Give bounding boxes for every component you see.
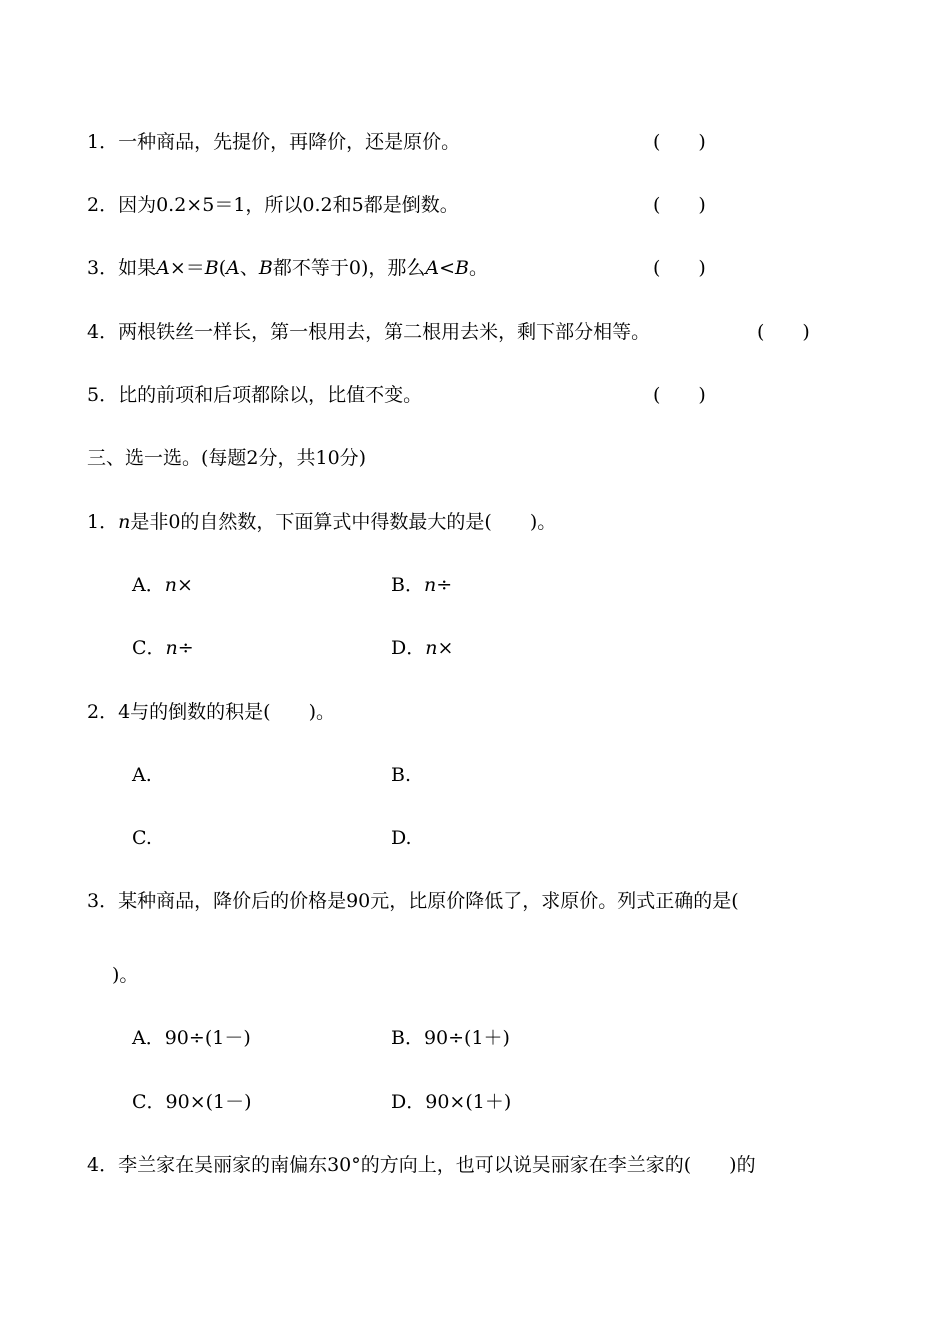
var-a: A [226,257,240,279]
var-n: n [164,574,177,596]
judge-item-3-text: < [439,257,456,279]
choice-question-3-cont: )。 [112,964,139,986]
q1-option-d[interactable] [391,635,453,661]
q3-option-d[interactable]: D．90×(1＋) [391,1091,512,1113]
judge-item-4-answer[interactable]: ( ) [757,321,810,343]
judge-item-3-text: 3．如果 [87,257,157,279]
var-a: A [425,257,440,279]
judge-item-3-text: ×＝ [169,257,205,279]
judge-item-5 [87,382,422,408]
judge-item-1 [87,129,460,155]
q2-option-b[interactable]: B. [391,764,412,786]
choice-question-4: 4．李兰家在吴丽家的南偏东30°的方向上，也可以说吴丽家在李兰家的( )的 [87,1154,756,1176]
var-n: n [425,637,438,659]
judge-item-3-text: 、 [239,257,259,279]
option-label: D． [391,637,426,659]
choice-question-3: 3．某种商品，降价后的价格是90元，比原价降低了，求原价。列式正确的是( [87,890,739,912]
q1-option-b[interactable] [391,572,452,598]
judge-item-1-text: 1．一种商品，先提价，再降价，还是原价。 [87,131,461,153]
option-operator: × [437,637,454,659]
var-n: n [165,637,178,659]
judge-item-4 [87,319,650,345]
q3-option-a[interactable]: A．90÷(1－) [132,1027,251,1049]
choice-question-2: 2．4与的倒数的积是( )。 [87,701,336,723]
var-b: B [258,257,273,279]
option-operator: × [176,574,193,596]
question-text: 1． [87,511,119,533]
judge-item-5-answer[interactable]: ( ) [653,384,706,406]
var-a: A [156,257,170,279]
var-b: B [204,257,219,279]
q2-option-a[interactable]: A. [132,764,152,786]
option-operator: ÷ [177,637,194,659]
var-n: n [118,511,131,533]
judge-item-2-answer[interactable]: ( ) [653,194,706,216]
var-b: B [455,257,469,279]
q3-option-b[interactable]: B．90÷(1＋) [391,1027,510,1049]
q2-option-d[interactable]: D. [391,827,412,849]
option-label: C． [132,637,166,659]
judge-item-3-answer[interactable]: ( ) [653,257,706,279]
judge-item-1-answer[interactable]: ( ) [653,131,706,153]
option-operator: ÷ [436,574,453,596]
judge-item-3-text: 。 [469,257,489,279]
q2-option-c[interactable]: C. [132,827,152,849]
judge-item-3 [87,255,488,281]
judge-item-2 [87,192,459,218]
judge-item-4-text: 4．两根铁丝一样长，第一根用去，第二根用去米，剩下部分相等。 [87,321,651,343]
option-label: B． [391,574,424,596]
choice-question-1 [87,509,556,535]
judge-item-3-text: ( [218,257,227,279]
var-n: n [423,574,437,596]
q1-option-a[interactable] [132,572,193,598]
option-label: A． [132,574,165,596]
q1-option-c[interactable] [132,635,194,661]
question-text: 是非0的自然数，下面算式中得数最大的是( )。 [130,511,557,533]
judge-item-3-text: 都不等于0)，那么 [272,257,426,279]
q3-option-c[interactable]: C．90×(1－) [132,1091,252,1113]
section-title: 三、选一选。(每题2分，共10分) [87,447,367,469]
judge-item-2-text: 2．因为0.2×5＝1，所以0.2和5都是倒数。 [87,194,459,216]
judge-item-5-text: 5．比的前项和后项都除以，比值不变。 [87,384,423,406]
